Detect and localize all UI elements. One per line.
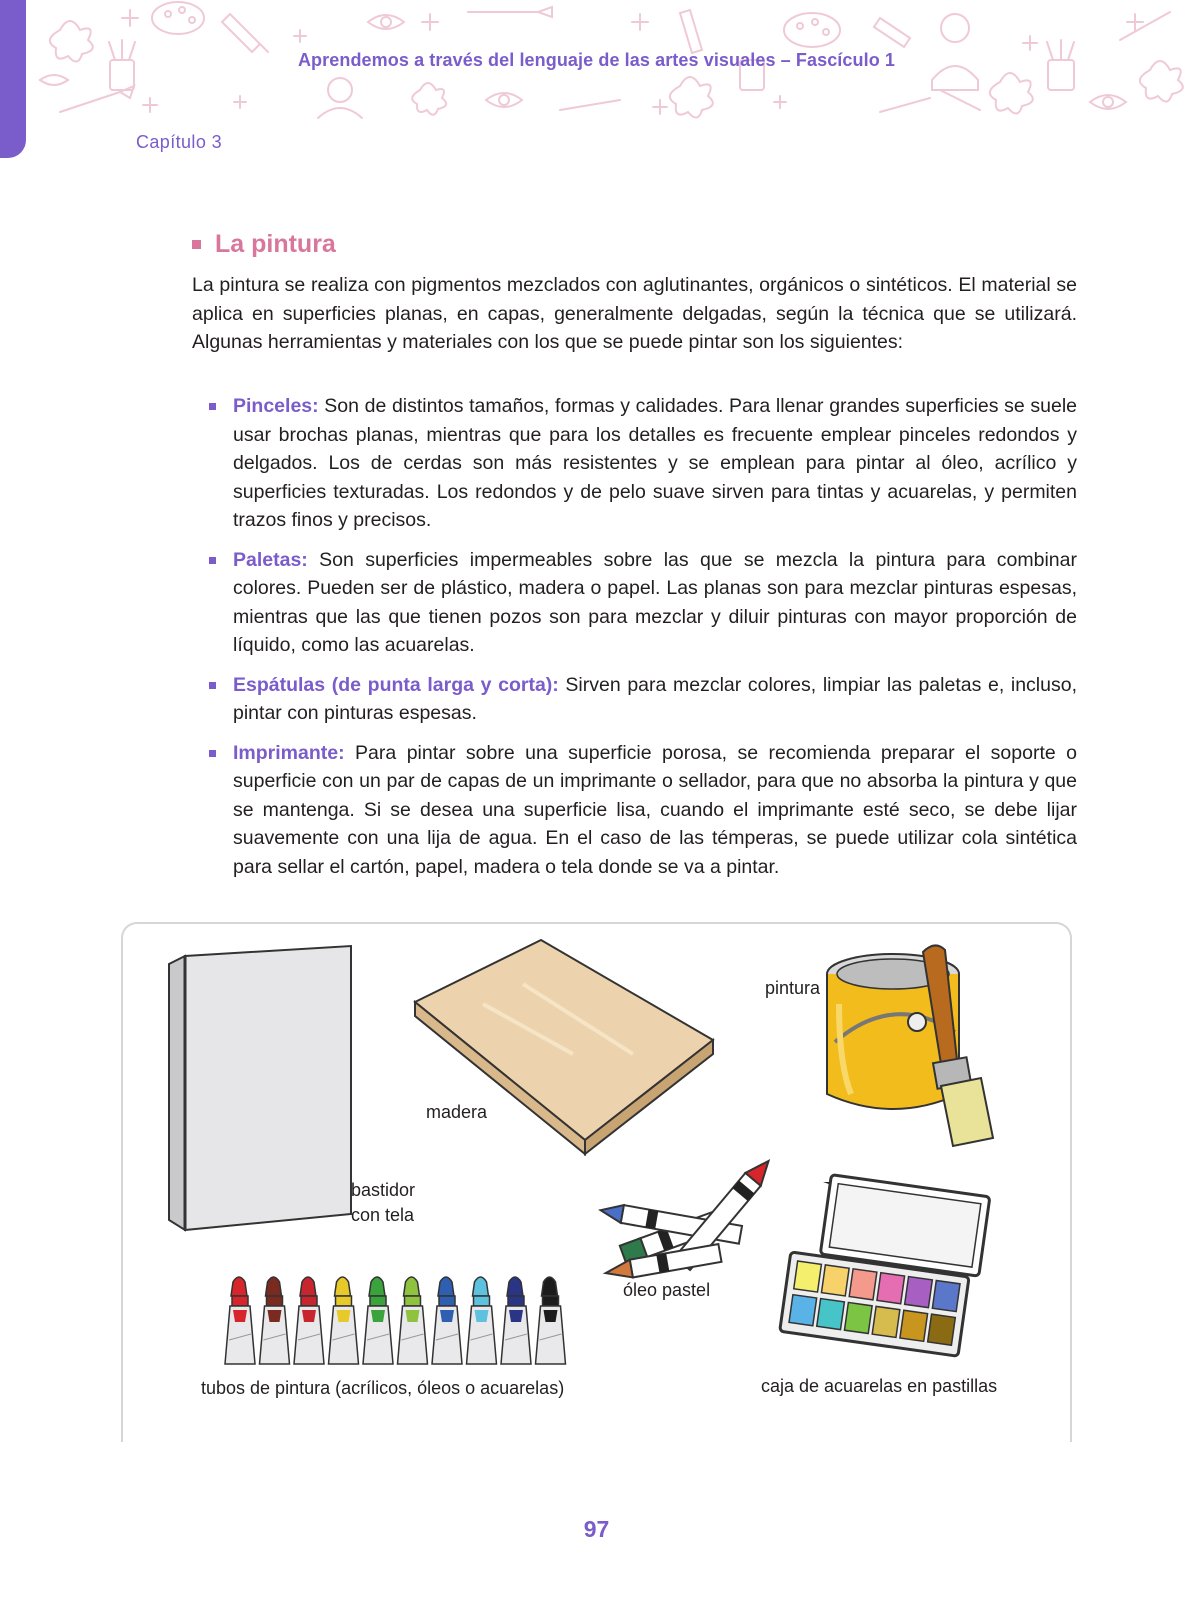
canvas-stretcher-image (169, 946, 351, 1230)
chapter-tab-marker (0, 0, 26, 158)
paint-tube (260, 1277, 290, 1364)
list-item (233, 671, 1077, 728)
watercolor-pan (872, 1306, 900, 1337)
item-term: Pinceles: (233, 395, 319, 417)
running-title: Aprendemos a través del lenguaje de las artes visuales – Fascículo 1 (297, 50, 896, 70)
watercolor-pan (794, 1261, 822, 1292)
intro-paragraph: La pintura se realiza con pigmentos mezclados con aglutinantes, orgánicos o sintéticos. El material se aplica en superficies planas, en capas, generalmente delgadas, según la técnica que se utilizará. Algunas herramientas y materiales con los que se puede pintar son los siguientes: (192, 274, 1077, 353)
label-madera: madera (426, 1102, 488, 1122)
watercolor-pan (877, 1273, 905, 1304)
item-term: Imprimante: (233, 741, 345, 764)
item-text: Sirven para mezclar colores, limpiar las paletas e, incluso, pintar con pinturas espesas. (233, 673, 1077, 724)
palette-icon (784, 13, 840, 47)
paint-tube (363, 1277, 393, 1364)
section-title (192, 230, 336, 259)
paint-tube (501, 1277, 531, 1364)
square-bullet-icon (209, 403, 216, 410)
watercolor-pan (844, 1302, 872, 1333)
paint-tube (225, 1277, 255, 1364)
watercolor-pan (849, 1269, 877, 1300)
paint-tube (432, 1277, 462, 1364)
paint-tubes-image (225, 1277, 566, 1364)
watercolor-pan (900, 1310, 928, 1341)
item-text: Para pintar sobre una superficie porosa, se recomienda preparar el soporte o superficie con un par de capas de un imprimante o sellador, para que no absorba la pintura y que se mantenga. Si se desea una superficie lisa, cuando el imprimante esté seco, se debe lijar suavemente con una lija de agua. En el caso de las témperas, se puede utilizar cola sintética para sellar el cartón, papel, madera o tela donde se va a pintar. (233, 741, 1077, 878)
watercolor-pan (817, 1299, 845, 1330)
chapter-label: Capítulo 3 (136, 132, 223, 152)
label-caja-acuarelas: caja de acuarelas en pastillas (761, 1376, 998, 1396)
paint-tube (329, 1277, 359, 1364)
label-tubos: tubos de pintura (acrílicos, óleos o acuarelas) (201, 1378, 565, 1398)
paint-tube (467, 1277, 497, 1364)
palette-icon (152, 2, 204, 34)
list-item (233, 546, 1077, 660)
section-title-text: La pintura (215, 230, 336, 258)
label-pintura: pintura (765, 978, 821, 998)
oil-pastels-image (599, 1155, 776, 1282)
item-text: Son superficies impermeables sobre las que se mezcla la pintura para combinar colores. Pueden ser de plástico, madera o papel. Las planas son para mezclar pinturas espesas, mientras que las que tienen pozos son para mezclar y diluir pinturas con mayor proporción de líquido, como las acuarelas. (233, 548, 1077, 656)
label-bastidor: bastidor con tela (351, 1180, 416, 1225)
item-term: Paletas: (233, 548, 308, 571)
square-bullet-icon (209, 557, 216, 564)
paint-tube (294, 1277, 324, 1364)
paint-tube (536, 1277, 566, 1364)
watercolor-pan (928, 1314, 956, 1345)
square-bullet-icon (209, 750, 216, 757)
materials-illustration (123, 924, 1074, 1444)
materials-list (233, 392, 1077, 892)
watercolor-pan (905, 1277, 933, 1308)
list-item (233, 739, 1077, 882)
list-item (233, 392, 1077, 535)
item-term: Espátulas (de punta larga y corta): (233, 673, 559, 696)
materials-figure (121, 922, 1072, 1442)
square-bullet-icon (209, 682, 216, 689)
page-number: 97 (583, 1516, 610, 1542)
paint-tube (398, 1277, 428, 1364)
watercolor-pan (789, 1295, 817, 1326)
square-bullet-icon (192, 240, 201, 249)
item-text: Son de distintos tamaños, formas y calidades. Para llenar grandes superficies se suele usar brochas planas, mientras que para los detalles es frecuente emplear pinceles redondos y delgados. Los de cerdas son más resistentes y se emplean para pintar al óleo, acrílico y superficies texturadas. Los redondos y de pelo suave sirven para tintas y acuarelas, y permiten trazos finos y precisos. (233, 395, 1077, 531)
watercolor-pan (821, 1265, 849, 1296)
watercolor-pan (932, 1280, 960, 1311)
label-oleo-pastel: óleo pastel (623, 1280, 711, 1300)
